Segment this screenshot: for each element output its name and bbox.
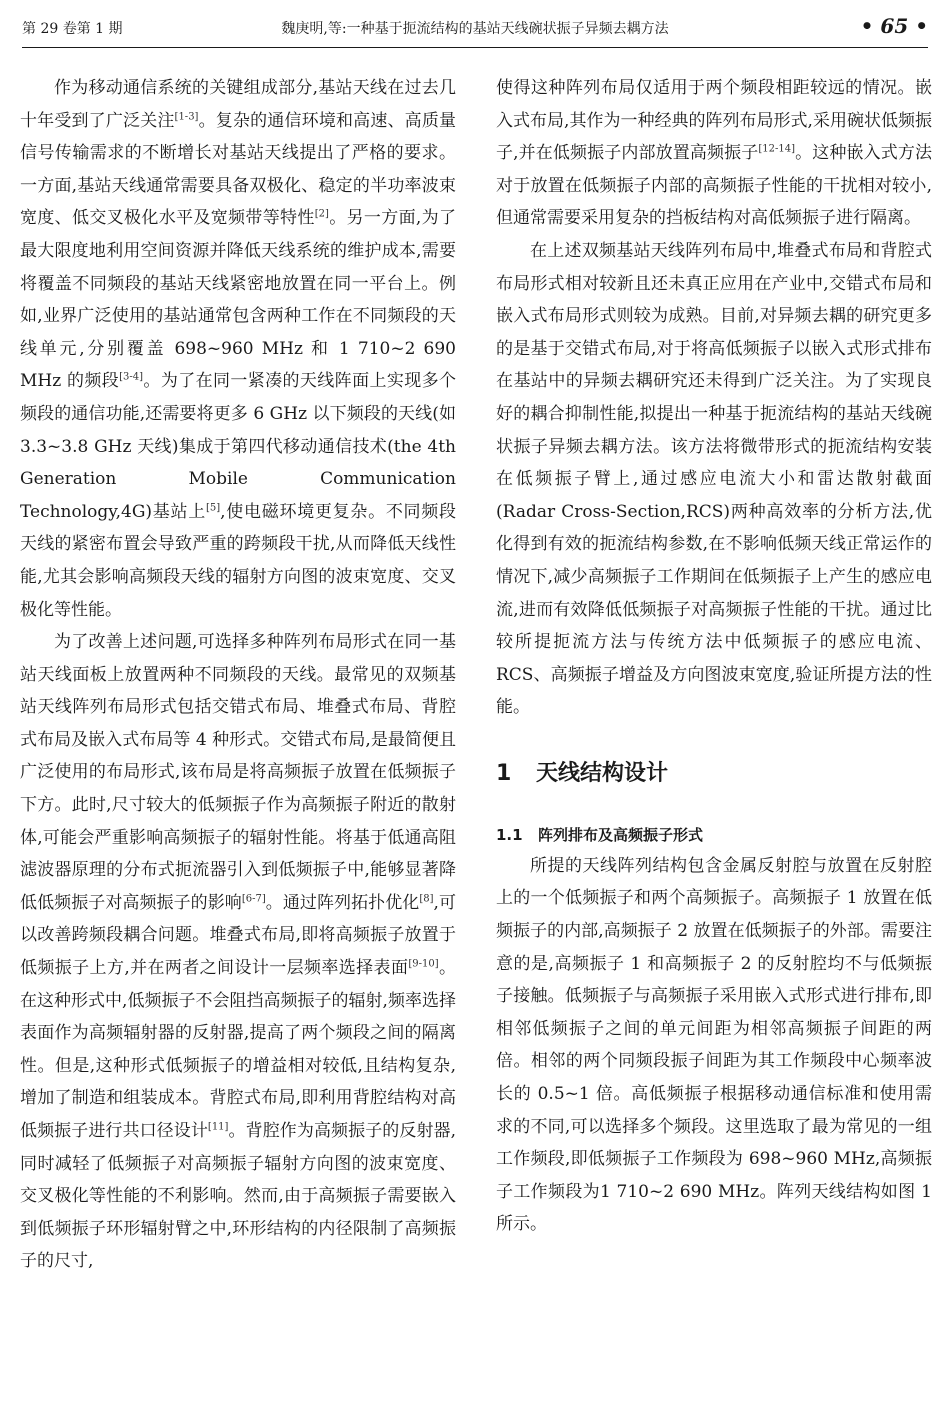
journal-volume: 第 29 卷第 1 期 xyxy=(22,21,123,37)
subsection-heading xyxy=(496,820,932,850)
citation: [2] xyxy=(314,208,329,220)
paragraph-continued xyxy=(496,72,932,235)
citation: [9-10] xyxy=(408,958,439,970)
paragraph-proposal: 在上述双频基站天线阵列布局中,堆叠式布局和背腔式布局形式相对较新且还未真正应用在产业中,交错式布局和嵌入式布局形式则较为成熟。目前,对异频去耦的研究更多的是基于交错式布局,对于将高低频振子以嵌入式形式排布在基站中的异频去耦研究还未得到广泛关注。为了实现良好的耦合抑制性能,拟提出一种基于扼流结构的基站天线碗状振子异频去耦方法。该方法将微带形式的扼流结构安装在低频振子臂上,通过感应电流大小和雷达散射截面(Radar Cross-Section,RCS)两种高效率的分析方法,优化得到有效的扼流结构参数,在不影响低频天线正常运作的情况下,减少高频振子工作期间在低频振子上产生的感应电流,进而有效降低低频振子对高频振子性能的干扰。通过比较所提扼流方法与传统方法中低频振子的感应电流、RCS、高频振子增益及方向图波束宽度,验证所提方法的性能。 xyxy=(496,240,932,718)
text: 。另一方面,为了最大限度地利用空间资源并降低天线系统的维护成本,需要将覆盖不同频段的基站天线紧密地放置在同一平台上。例如,业界广泛使用的基站通常包含两种工作在不同频段的天线单元,分别覆盖 698~960 MHz 和 1 710~2 690 MHz 的频段 xyxy=(20,208,457,392)
text: 使得这种阵列布局仅适用于两个频段相距较远的情况。嵌入式布局,其作为一种经典的阵列布局形式,采用碗状低频振子,并在低频振子内部放置高频振子 xyxy=(496,78,932,164)
section-number: 1 xyxy=(496,760,512,786)
text: 为了改善上述问题,可选择多种阵列布局形式在同一基站天线面板上放置两种不同频段的天线。最常见的双频基站天线阵列布局形式包括交错式布局、堆叠式布局、背腔式布局及嵌入式布局等 4 种形式。交错式布局,是最简便且广泛使用的布局形式,该布局是将高频振子放置在低频振子下方。此时,尺寸较大的低频振子作为高频振子附近的散射体,可能会严重影响高频振子的辐射性能。将基于低通高阻滤波器原理的分布式扼流器引入到低频振子中,能够显著降低低频振子对高频振子的影响 xyxy=(20,632,456,913)
paragraph-intro xyxy=(20,72,456,626)
page-header xyxy=(22,6,928,46)
text: 。通过阵列拓扑优化 xyxy=(265,892,420,913)
section-heading xyxy=(496,758,932,790)
header-rule xyxy=(22,47,928,48)
text: 。为了在同一紧凑的天线阵面上实现多个频段的通信功能,还需要将更多 6 GHz 以下频段的天线(如 3.3~3.8 GHz 天线)集成于第四代移动通信技术(the 4th Generation Mobile Communication Technology,4G)基站上 xyxy=(20,371,457,522)
paragraph-array-structure: 所提的天线阵列结构包含金属反射腔与放置在反射腔上的一个低频振子和两个高频振子。高频振子 1 放置在低频振子的内部,高频振子 2 放置在低频振子的外部。需要注意的是,高频振子 1 和高频振子 2 的反射腔均不与低频振子接触。低频振子与高频振子采用嵌入式形式进行排布,即相邻低频振子之间的单元间距为相邻高频振子间距的两倍。相邻的两个同频段振子间距为其工作频段中心频率波长的 0.5~1 倍。高低频振子根据移动通信标准和使用需求的不同,可以选择多个频段。这里选取了最为常见的一组工作频段,即低频振子工作频段为 698~960 MHz,高频振子工作频段为1 710~2 690 MHz。阵列天线结构如图 1 所示。 xyxy=(496,855,932,1235)
text: 作为移动通信系统的关键组成部分,基站天线在过去几十年受到了广泛关注 xyxy=(20,78,456,131)
subsection-number: 1.1 xyxy=(496,825,523,844)
citation: [12-14] xyxy=(758,143,796,155)
text: ,使电磁环境更复杂。不同频段天线的紧密布置会导致严重的跨频段干扰,从而降低天线性能,尤其会影响高频段天线的辐射方向图的波束宽度、交叉极化等性能。 xyxy=(20,501,456,620)
citation: [5] xyxy=(205,502,221,514)
citation: [1-3] xyxy=(174,110,199,122)
section-title: 天线结构设计 xyxy=(536,760,669,786)
text: ,可以改善跨频段耦合问题。堆叠式布局,即将高频振子放置于低频振子上方,并在两者之间设计一层频率选择表面 xyxy=(20,892,457,979)
running-title: 魏庚明,等:一种基于扼流结构的基站天线碗状振子异频去耦方法 xyxy=(281,21,669,37)
left-column xyxy=(20,72,456,1278)
text: 。在这种形式中,低频振子不会阻挡高频振子的辐射,频率选择表面作为高频辐射器的反射器,提高了两个频段之间的隔离性。但是,这种形式低频振子的增益相对较低,且结构复杂,增加了制造和组装成本。背腔式布局,即利用背腔结构对高低频振子进行共口径设计 xyxy=(20,958,456,1141)
citation: [8] xyxy=(419,893,434,905)
text: 。背腔作为高频振子的反射器,同时减轻了低频振子对高频振子辐射方向图的波束宽度、交叉极化等性能的不利影响。然而,由于高频振子需要嵌入到低频振子环形辐射臂之中,环形结构的内径限制了高频振子的尺寸, xyxy=(20,1121,457,1272)
subsection-title: 阵列排布及高频振子形式 xyxy=(538,825,704,844)
text: 。这种嵌入式方法对于放置在低频振子内部的高频振子性能的干扰相对较小,但通常需要采用复杂的挡板结构对高低频振子进行隔离。 xyxy=(496,143,932,229)
paragraph-layouts xyxy=(20,626,456,1278)
text: 。复杂的通信环境和高速、高质量信号传输需求的不断增长对基站天线提出了严格的要求。一方面,基站天线通常需要具备双极化、稳定的半功率波束宽度、低交叉极化水平及宽频带等特性 xyxy=(20,110,457,229)
citation: [11] xyxy=(207,1121,229,1133)
page-number: • 65 • xyxy=(860,14,928,38)
citation: [6-7] xyxy=(241,893,266,905)
citation: [3-4] xyxy=(119,371,144,383)
right-column xyxy=(496,72,932,1241)
